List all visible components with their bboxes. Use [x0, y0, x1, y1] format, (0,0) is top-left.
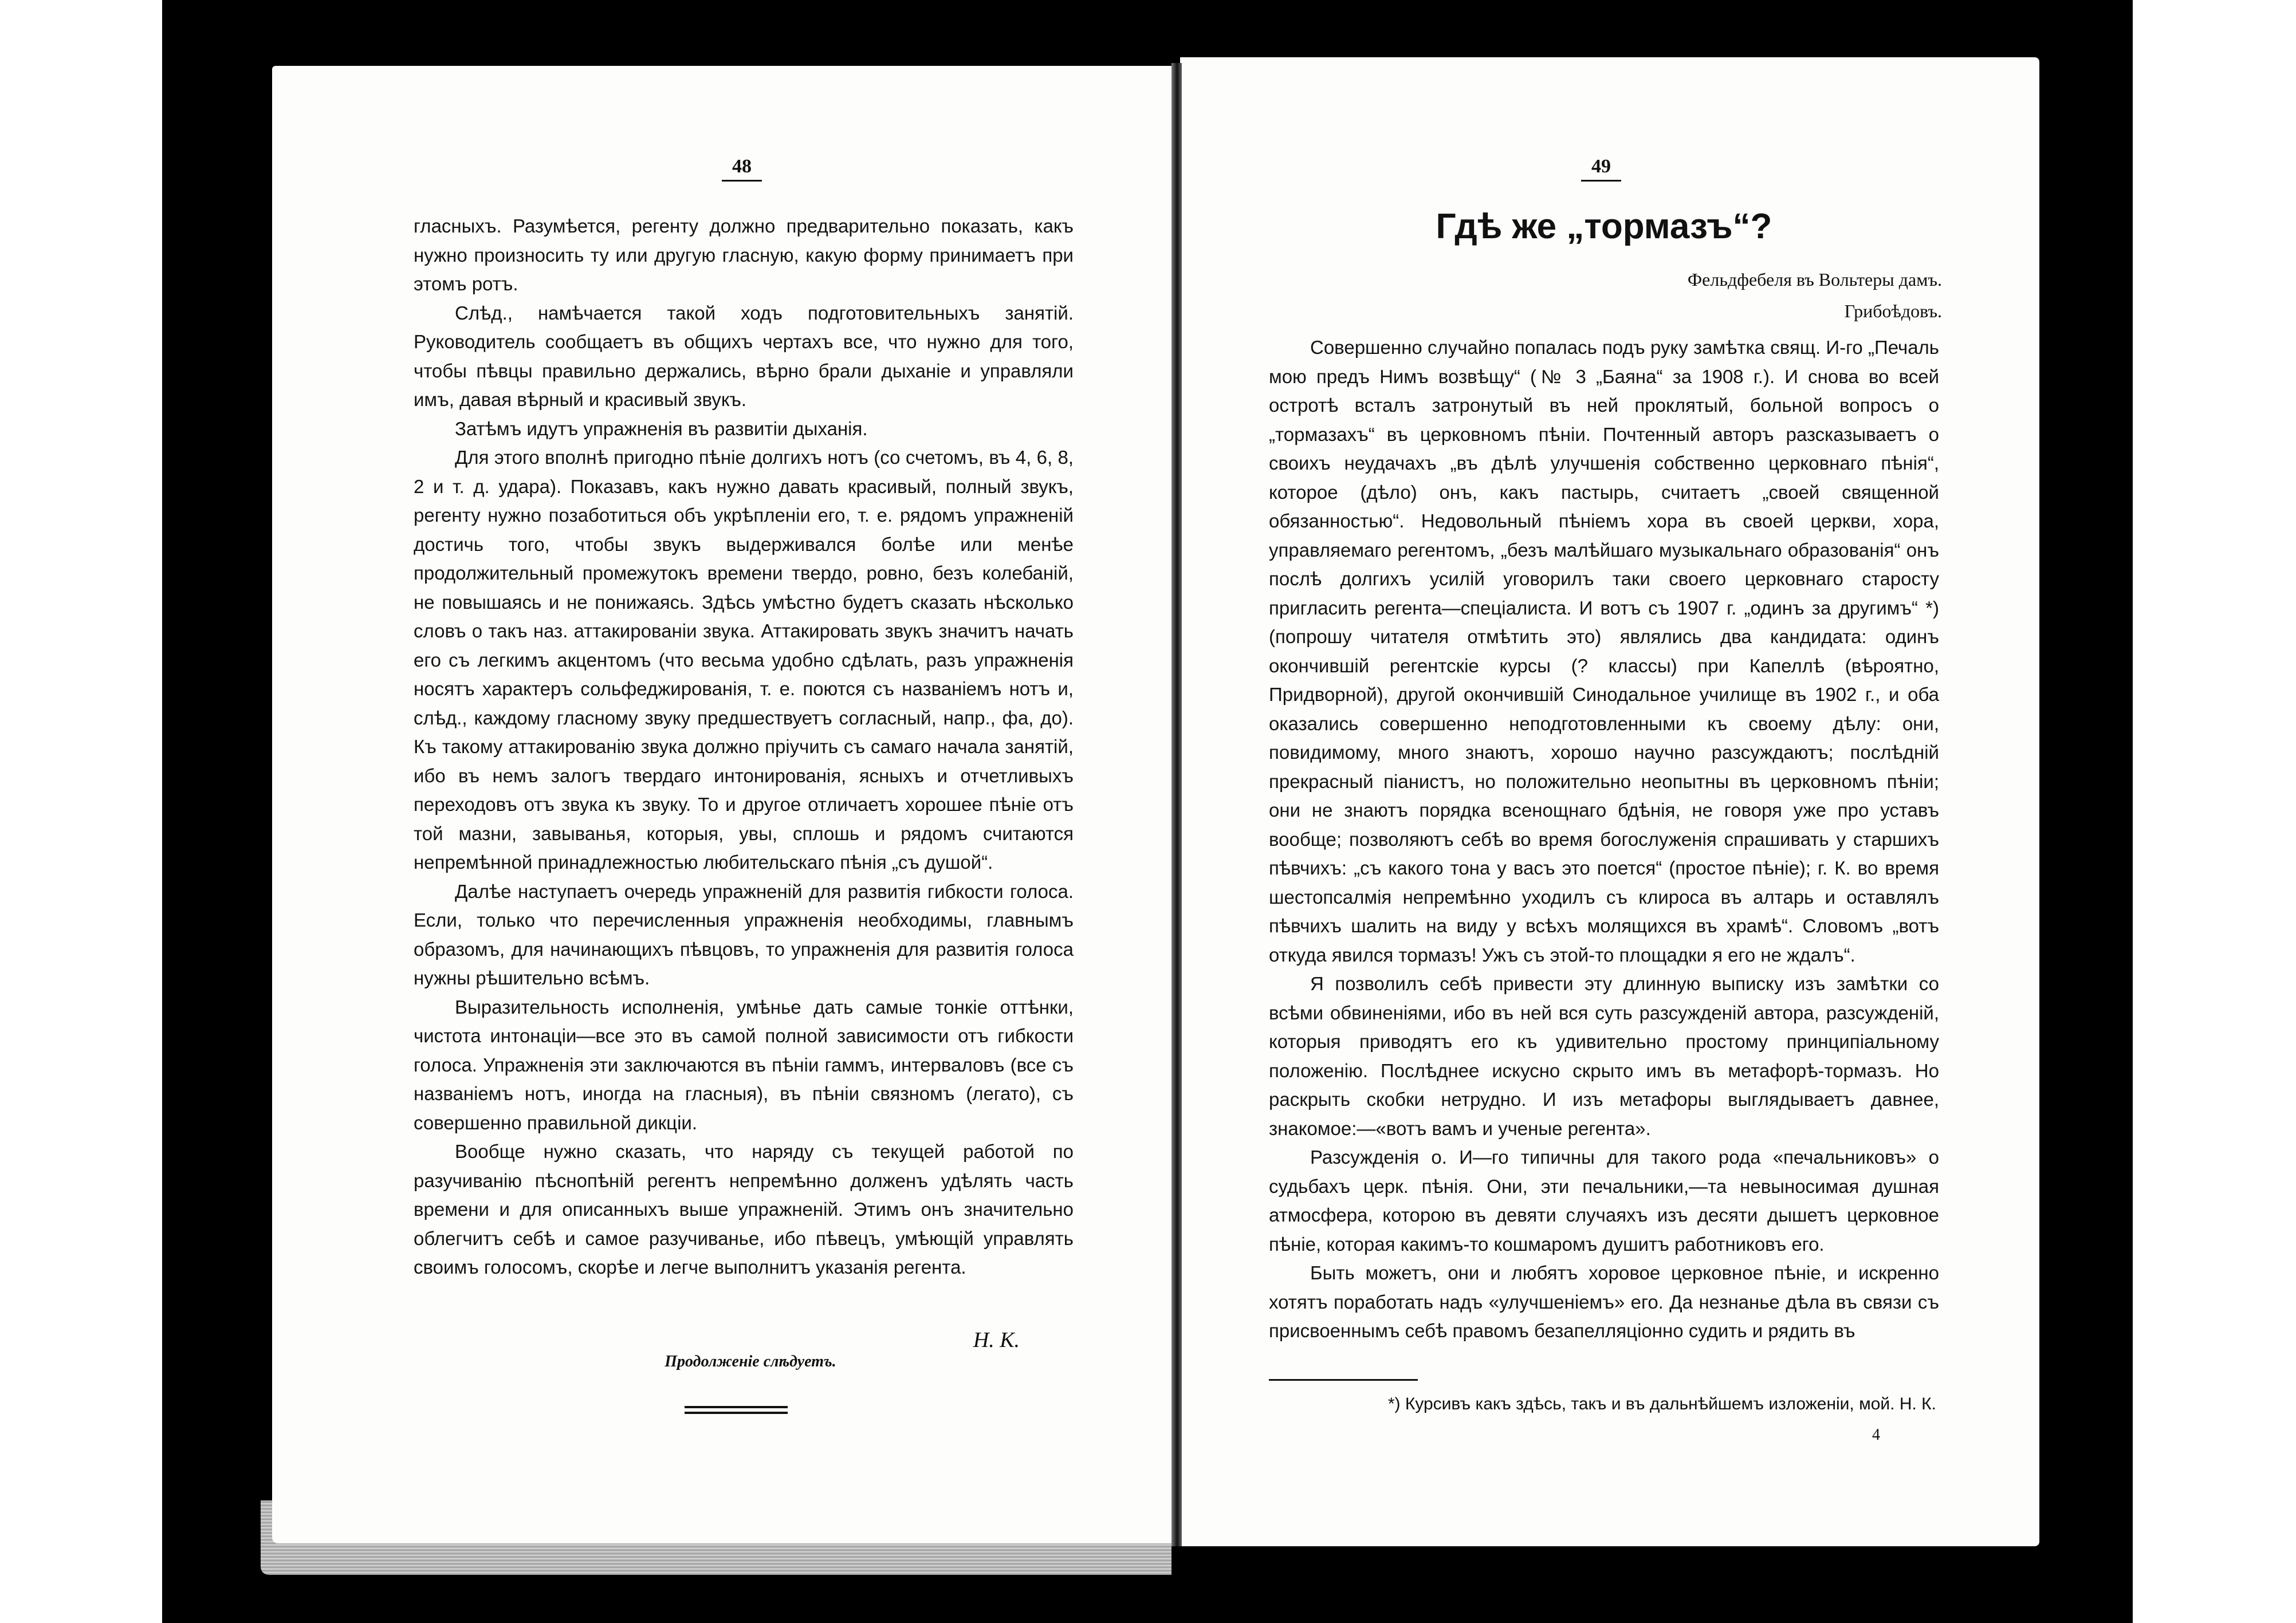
left-paragraph-3: Затѣмъ идутъ упражненія въ развитіи дыханія. [455, 417, 868, 439]
end-double-rule [685, 1406, 788, 1414]
left-paragraph-4: Для этого вполнѣ пригодно пѣніе долгихъ нотъ (со счетомъ, въ 4, 6, 8, 2 и т. д. удара). Показавъ, какъ нужно давать красивый, полный звукъ, регенту нужно позаботиться объ укрѣпленіи его, т. е. рядомъ упражненій достичь того, чтобы звукъ выдерживался болѣе или менѣе продолжительный промежутокъ времени твердо, ровно, безъ колебаній, не повышаясь и не понижаясь. Здѣсь умѣстно будетъ сказать нѣсколько словъ о такъ наз. аттакированіи звука. Аттакировать звукъ значитъ начать его съ легкимъ акцентомъ (что весьма удобно сдѣлать, разъ упражненія носятъ характеръ сольфеджированія, т. е. поются съ названіемъ нотъ и, слѣд., каждому гласному звуку предшествуетъ согласный, напр., фа, до). Къ такому аттакированію звука должно пріучить съ самаго начала занятій, ибо въ немъ залогъ твердаго интонированія, ясныхъ и отчетливыхъ переходовъ отъ звука къ звуку. То и другое отличаетъ хорошее пѣніе отъ той мазни, завыванья, которыя, увы, сплошь и рядомъ считаются непремѣнной принадлежностью любительскаго пѣнія „съ душой“. [414, 447, 1074, 873]
footnote: *) Курсивъ какъ здѣсь, такъ и въ дальнѣйшемъ изложеніи, мой. Н. К. [1387, 1394, 1936, 1413]
left-paragraph-1: гласныхъ. Разумѣется, регенту должно предварительно показать, какъ нужно произносить ту или другую гласную, какую форму принимаетъ при этомъ ротъ. [414, 215, 1074, 294]
left-paragraph-2: Слѣд., намѣчается такой ходъ подготовительныхъ занятій. Руководитель сообщаетъ въ общихъ чертахъ все, что нужно для того, чтобы пѣвцы правильно держались, вѣрно брали дыханіе и управляли имъ, давая вѣрный и красивый звукъ. [414, 302, 1074, 410]
article-title: Гдѣ же „тормазъ“? [1436, 207, 1772, 246]
right-paragraph-4: Быть можетъ, они и любятъ хоровое церковное пѣніе, и искренно хотятъ поработать надъ «улучшеніемъ» его. Да незнанье дѣла въ связи съ присвоеннымъ себѣ правомъ безапелляціонно судить и рядить въ [1269, 1262, 1939, 1341]
right-paragraph-1: Совершенно случайно попалась подъ руку замѣтка свящ. И-го „Печаль мою предъ Нимъ возвѣщу“ (№ 3 „Баяна“ за 1908 г.). И снова во всей остротѣ всталъ затронутый въ ней проклятый, больной вопросъ о „тормазахъ“ въ церковномъ пѣніи. Почтенный авторъ разсказываетъ о своихъ неудачахъ „въ дѣлѣ улучшенія собственно церковнаго пѣнія“, которое (дѣло) онъ, какъ пастырь, считаетъ „своей священной обязанностью“. Недовольный пѣніемъ хора въ своей церкви, хора, управляемаго регентомъ, „безъ малѣйшаго музыкальнаго образованія“ онъ послѣ долгихъ усилій уговорилъ таки своего церковнаго старосту пригласить регента—спеціалиста. И вотъ съ 1907 г. „одинъ за другимъ“ *) (попрошу читателя отмѣтить это) являлись два кандидата: одинъ окончившій регентскіе курсы (? классы) при Капеллѣ (вѣроятно, Придворной), другой окончившій Синодальное училище въ 1902 г., и оба оказались совершенно неподготовленными къ своему дѣлу: они, повидимому, много знаютъ, хорошо научно разсуждаютъ; послѣдній прекрасный піанистъ, но положительно неопытны въ церковномъ пѣніи; они не знаютъ порядка всенощнаго бдѣнія, не говоря уже про уставъ вообще; позволяютъ себѣ во время богослуженія спрашивать у старшихъ пѣвчихъ: „съ какого тона у васъ это поется“ (простое пѣніе); г. К. во время шестопсалмія непремѣнно уходилъ съ клироса въ алтарь и оставлялъ пѣвчихъ шалить на виду у всѣхъ молящихся въ храмѣ“. Словомъ „вотъ откуда явился тормазъ! Ужъ съ этой-то площадки я его не ждалъ“. [1269, 337, 1939, 966]
right-page-body [1269, 333, 1939, 1346]
epigraph-quote: Фельдфебеля въ Вольтеры дамъ. [1687, 269, 1942, 290]
left-paragraph-6: Выразительность исполненія, умѣнье дать самые тонкіе оттѣнки, чистота интонаціи—все это въ самой полной зависимости отъ гибкости голоса. Упражненія эти заключаются въ пѣніи гаммъ, интерваловъ (все съ названіемъ нотъ, иногда на гласныя), въ пѣніи связномъ (легато), съ совершенно правильной дикціи. [414, 996, 1074, 1133]
left-page-body [414, 212, 1074, 1282]
book-gutter [1171, 63, 1182, 1546]
epigraph-author: Грибоѣдовъ. [1844, 301, 1942, 321]
right-page-number: 49 [1572, 156, 1630, 182]
left-signature: Н. К. [973, 1328, 1020, 1352]
signature-mark: 4 [1872, 1426, 1880, 1444]
left-paragraph-5: Далѣе наступаетъ очередь упражненій для развитія гибкости голоса. Если, только что перечисленныя упражненія необходимы, главнымъ образомъ, для начинающихъ пѣвцовъ, то упражненія для развитія голоса нужны рѣшительно всѣмъ. [414, 880, 1074, 988]
continued-note: Продолженіе слѣдуетъ. [665, 1353, 836, 1370]
right-paragraph-3: Разсужденія о. И—го типичны для такого рода «печальниковъ» о судьбахъ церк. пѣнія. Они, эти печальники,—та невыносимая душная атмосфера, которою въ девяти случаяхъ изъ десяти дышетъ церковное пѣніе, которая какимъ-то кошмаромъ душитъ работниковъ его. [1269, 1147, 1939, 1255]
right-paragraph-2: Я позволилъ себѣ привести эту длинную выписку изъ замѣтки со всѣми обвиненіями, ибо въ ней вся суть разсужденій автора, разсужденій, которыя приводятъ его къ удивительно простому принципіальному положенію. Послѣднее искусно скрыто имъ въ метафорѣ-тормазъ. Но раскрыть скобки нетрудно. И изъ метафоры выглядываетъ давнее, знакомое:—«вотъ вамъ и ученые регента». [1269, 973, 1939, 1139]
left-page-number: 48 [713, 156, 770, 182]
footnote-rule [1269, 1379, 1418, 1381]
left-paragraph-7: Вообще нужно сказать, что наряду съ текущей работой по разучиванію пѣснопѣній регентъ непремѣнно долженъ удѣлять часть времени и для описанныхъ выше упражненій. Этимъ онъ значительно облегчитъ себѣ и самое разучиванье, ибо пѣвецъ, умѣющій управлять своимъ голосомъ, скорѣе и легче выполнитъ указанія регента. [414, 1141, 1074, 1278]
